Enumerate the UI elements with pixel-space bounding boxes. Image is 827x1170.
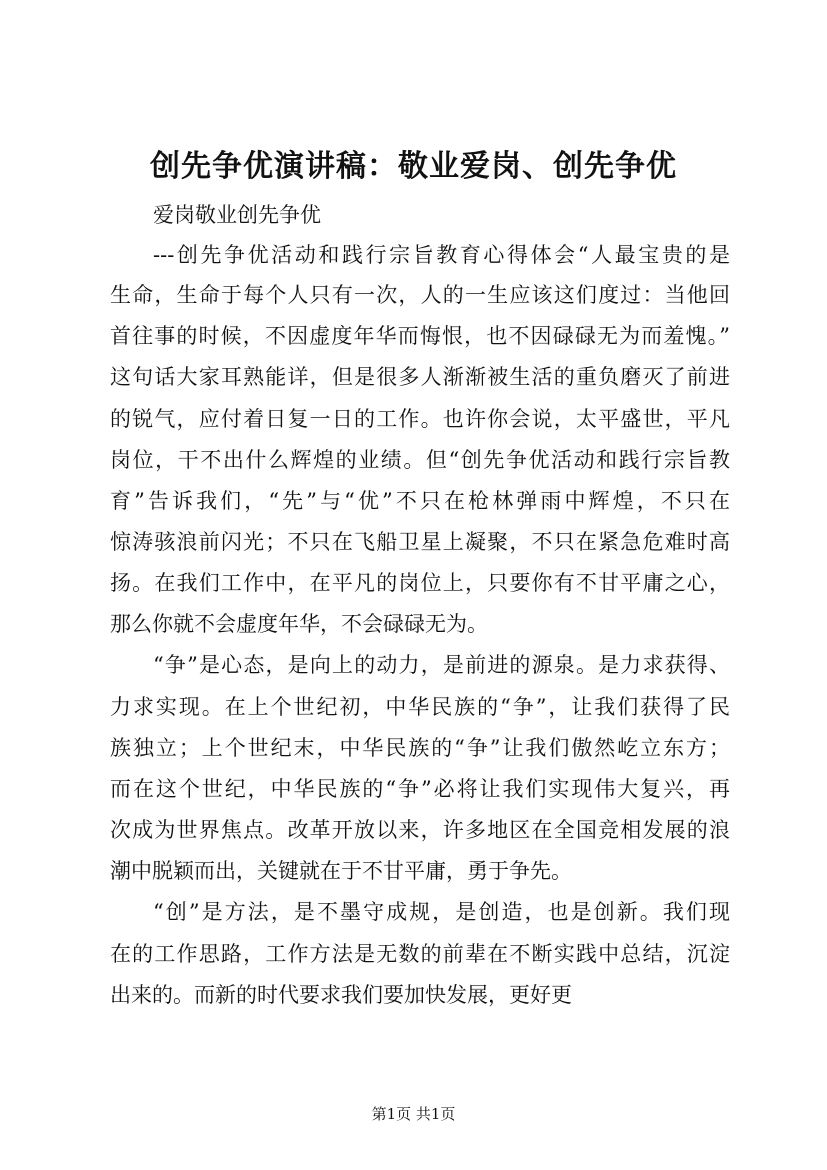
paragraph-line: “创”是方法，是不墨守成规，是创造，也是创新。我们现 — [153, 900, 730, 924]
page-footer: 第1页 共1页 — [371, 1105, 456, 1123]
page-title: 创先争优演讲稿：敬业爱岗、创先争优 — [150, 149, 677, 184]
paragraph-line: 在的工作思路，工作方法是无数的前辈在不断实践中总结，沉淀 — [110, 942, 730, 966]
paragraph-line: 岗位，干不出什么辉煌的业绩。但“创先争优活动和践行宗旨教 — [110, 448, 730, 472]
paragraph-line: ---创先争优活动和践行宗旨教育心得体会“人最宝贵的是 — [153, 243, 730, 267]
paragraph-line: 力求实现。在上个世纪初，中华民族的“争”，让我们获得了民 — [110, 695, 730, 719]
paragraph-line: 这句话大家耳熟能详，但是很多人渐渐被生活的重负磨灭了前进 — [110, 365, 730, 389]
paragraph-line: 扬。在我们工作中，在平凡的岗位上，只要你有不甘平庸之心， — [110, 571, 730, 595]
paragraph-line: 那么你就不会虚度年华，不会碌碌无为。 — [110, 612, 488, 636]
paragraph-line: 的锐气，应付着日复一日的工作。也许你会说，太平盛世，平凡 — [110, 407, 730, 431]
paragraph-line: 生命，生命于每个人只有一次，人的一生应该这们度过：当他回 — [110, 283, 730, 307]
paragraph-line: 次成为世界焦点。改革开放以来，许多地区在全国竞相发展的浪 — [110, 818, 730, 842]
paragraph-line: 族独立；上个世纪末，中华民族的“争”让我们傲然屹立东方； — [110, 736, 730, 760]
paragraph-line: 而在这个世纪，中华民族的“争”必将让我们实现伟大复兴，再 — [110, 777, 730, 801]
paragraph-line: 首往事的时候，不因虚度年华而悔恨，也不因碌碌无为而羞愧。” — [110, 324, 730, 348]
paragraph-line: 育”告诉我们，“先”与“优”不只在枪林弹雨中辉煌，不只在 — [110, 489, 730, 513]
paragraph-line: 惊涛骇浪前闪光；不只在飞船卫星上凝聚，不只在紧急危难时高 — [110, 530, 730, 554]
paragraph-line: 潮中脱颖而出，关键就在于不甘平庸，勇于争先。 — [110, 859, 572, 883]
subtitle: 爱岗敬业创先争优 — [153, 203, 321, 227]
paragraph-line: “争”是心态，是向上的动力，是前进的源泉。是力求获得、 — [153, 653, 730, 677]
paragraph-line: 出来的。而新的时代要求我们要加快发展，更好更 — [110, 983, 572, 1007]
